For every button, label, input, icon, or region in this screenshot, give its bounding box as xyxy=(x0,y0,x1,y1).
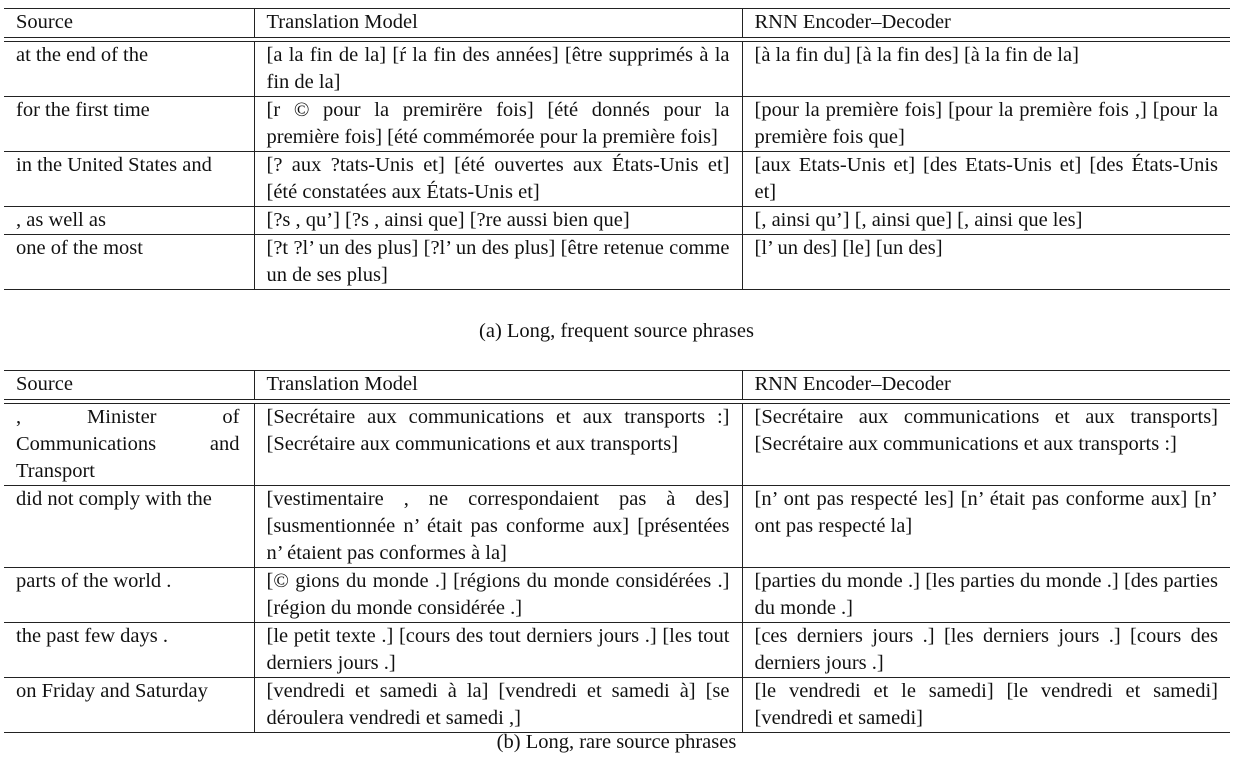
source-cell: on Friday and Saturday xyxy=(4,678,254,733)
source-cell: did not comply with the xyxy=(4,486,254,568)
tm-cell: [?t ?l’ un des plus] [?l’ un des plus] [être retenue comme un de ses plus] xyxy=(254,235,742,290)
rnn-cell: [n’ ont pas respecté les] [n’ était pas conforme aux] [n’ ont pas respecté la] xyxy=(742,486,1230,568)
source-cell: the past few days . xyxy=(4,623,254,678)
header-rnn-encoder-decoder: RNN Encoder–Decoder xyxy=(742,9,1230,38)
tm-cell: [vendredi et samedi à la] [vendredi et samedi à] [se déroulera vendredi et samedi ,] xyxy=(254,678,742,733)
rnn-cell: [le vendredi et le samedi] [le vendredi et samedi] [vendredi et samedi] xyxy=(742,678,1230,733)
rnn-cell: [Secrétaire aux communications et aux transports] [Secrétaire aux communications et aux transports :] xyxy=(742,404,1230,486)
table-row xyxy=(4,97,1230,152)
table-row xyxy=(4,42,1230,97)
tm-cell: [Secrétaire aux communications et aux transports :] [Secrétaire aux communications et aux transports] xyxy=(254,404,742,486)
source-cell: one of the most xyxy=(4,235,254,290)
tm-cell: [?s , qu’] [?s , ainsi que] [?re aussi bien que] xyxy=(254,207,742,235)
tm-cell: [a la fin de la] [ŕ la fin des années] [être supprimés à la fin de la] xyxy=(254,42,742,97)
tm-cell: [le petit texte .] [cours des tout derniers jours .] [les tout derniers jours .] xyxy=(254,623,742,678)
header-translation-model: Translation Model xyxy=(254,9,742,38)
tm-cell: [r © pour la premirëre fois] [été donnés pour la première fois] [été commémorée pour la première fois] xyxy=(254,97,742,152)
source-cell: at the end of the xyxy=(4,42,254,97)
tm-cell: [© gions du monde .] [régions du monde considérées .] [région du monde considérée .] xyxy=(254,568,742,623)
rnn-cell: [, ainsi qu’] [, ainsi que] [, ainsi que les] xyxy=(742,207,1230,235)
rnn-cell: [ces derniers jours .] [les derniers jours .] [cours des derniers jours .] xyxy=(742,623,1230,678)
caption-a: (a) Long, frequent source phrases xyxy=(479,320,754,342)
table-row xyxy=(4,404,1230,486)
table-row xyxy=(4,152,1230,207)
source-cell: for the first time xyxy=(4,97,254,152)
table-row xyxy=(4,568,1230,623)
source-cell: parts of the world . xyxy=(4,568,254,623)
table-row xyxy=(4,207,1230,235)
tm-cell: [vestimentaire , ne correspondaient pas à des] [susmentionnée n’ était pas conforme aux] [présentées n’ étaient pas conformes à la] xyxy=(254,486,742,568)
table-row xyxy=(4,486,1230,568)
table-row xyxy=(4,235,1230,290)
rnn-cell: [pour la première fois] [pour la première fois ,] [pour la première fois que] xyxy=(742,97,1230,152)
header-rnn-encoder-decoder: RNN Encoder–Decoder xyxy=(742,371,1230,400)
tm-cell: [? aux ?tats-Unis et] [été ouvertes aux États-Unis et] [été constatées aux États-Unis et] xyxy=(254,152,742,207)
rnn-cell: [parties du monde .] [les parties du monde .] [des parties du monde .] xyxy=(742,568,1230,623)
table-row xyxy=(4,678,1230,733)
table-b xyxy=(4,370,1230,733)
source-cell: , Minister of Communications and Transport xyxy=(4,404,254,486)
rnn-cell: [aux Etats-Unis et] [des Etats-Unis et] [des États-Unis et] xyxy=(742,152,1230,207)
rnn-cell: [à la fin du] [à la fin des] [à la fin de la] xyxy=(742,42,1230,97)
header-source: Source xyxy=(4,371,254,400)
source-cell: , as well as xyxy=(4,207,254,235)
table-row xyxy=(4,623,1230,678)
rnn-cell: [l’ un des] [le] [un des] xyxy=(742,235,1230,290)
source-cell: in the United States and xyxy=(4,152,254,207)
header-source: Source xyxy=(4,9,254,38)
header-translation-model: Translation Model xyxy=(254,371,742,400)
caption-b: (b) Long, rare source phrases xyxy=(496,731,737,753)
table-a xyxy=(4,8,1230,290)
